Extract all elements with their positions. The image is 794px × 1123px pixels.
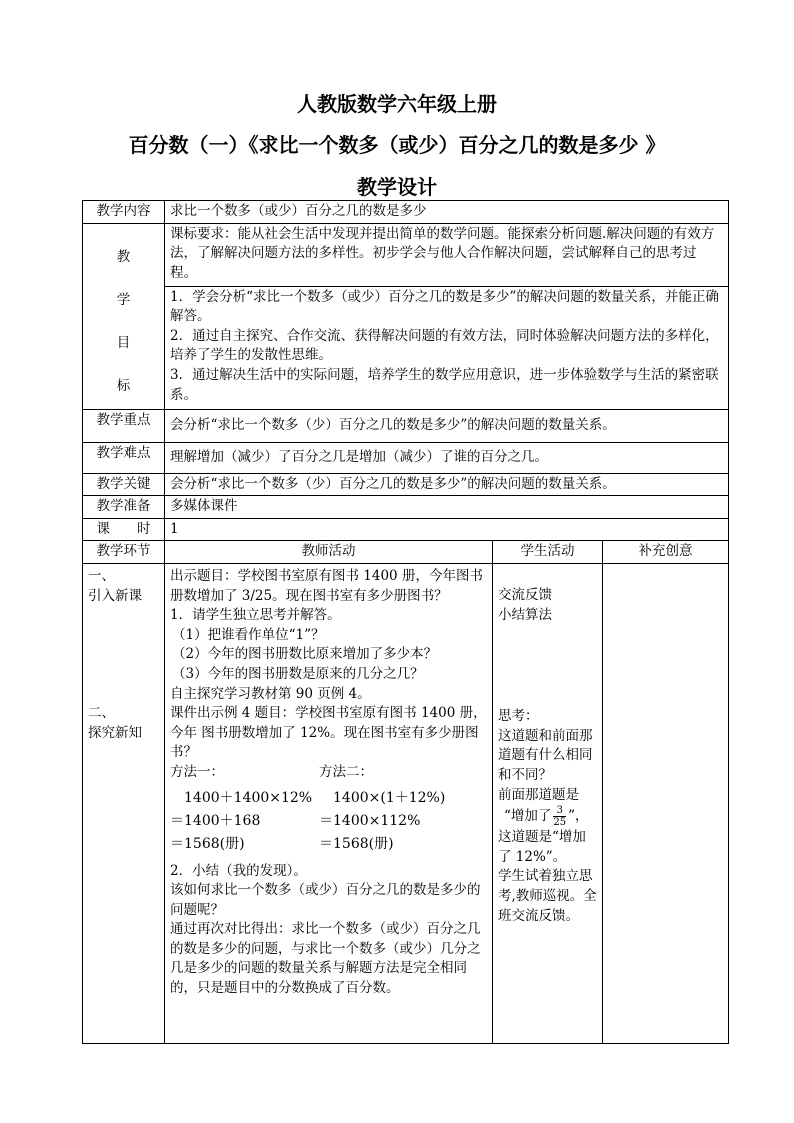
goals-label-char: 目 <box>116 334 131 351</box>
goals-label-char: 教 <box>116 248 131 265</box>
content-label: 教学内容 <box>83 201 165 224</box>
header-extra: 补充创意 <box>603 541 729 564</box>
periods-value: 1 <box>165 518 729 541</box>
difficulty-label: 教学难点 <box>83 442 165 473</box>
lesson-plan-table <box>82 200 729 1044</box>
intro-problem: 出示题目：学校图书室原有图书 1400 册，今年图书册数增加了 3/25。现在图书室有多少册图书？ <box>170 567 483 604</box>
stage1-number: 一、 <box>88 567 115 584</box>
goals-label-char: 学 <box>116 291 131 308</box>
prep-value: 多媒体课件 <box>165 496 729 519</box>
teacher-activity <box>165 563 493 1043</box>
question-1: （1）把谁看作单位“1”？ <box>172 626 325 643</box>
goal-item: 3．通过解决生活中的实际问题，培养学生的数学应用意识，进一步体验数学与生活的紧密联系。 <box>170 366 719 403</box>
calc-step: ＝1568(册) <box>170 835 245 852</box>
student-summary: 小结算法 <box>498 606 552 623</box>
fraction <box>553 805 566 828</box>
added-post-text: ”， <box>568 808 589 825</box>
think-question: 这道题和前面那道题有什么相同和不同？ <box>498 727 593 783</box>
method-2-steps <box>319 787 464 856</box>
stage1-name: 引入新课 <box>88 587 142 604</box>
extra-column <box>603 563 729 1043</box>
title-line-2: 百分数（一）《求比一个数多（或少）百分之几的数是多少 》 <box>128 133 666 157</box>
goals-list <box>165 286 729 409</box>
example-problem: 课件出示例 4 题目：学校图书室原有图书 1400 册，今年 图书册数增加了 12%。现在图书室有多少册图书？ <box>170 705 487 761</box>
calc-step: ＝1400×112% <box>319 812 421 829</box>
fraction-denominator: 25 <box>553 817 567 829</box>
task-text: 1．请学生独立思考并解答。 <box>170 607 341 624</box>
calc-step: 1400×(1＋12%) <box>333 789 446 806</box>
calc-step: 1400＋1400×12% <box>184 789 313 806</box>
self-study: 自主探究学习教材第 90 页例 4。 <box>170 685 371 702</box>
summary-label: 2．小结（我的发现）。 <box>170 862 307 879</box>
crux-value: 会分析“求比一个数多（少）百分之几的数是多少”的解决问题的数量关系。 <box>165 473 729 496</box>
this-problem: 这道题是“增加了 12%”。 <box>498 829 586 865</box>
added-pre-text: “增加了 <box>504 808 552 825</box>
student-activity <box>493 563 603 1043</box>
think-label: 思考： <box>498 708 539 725</box>
calculations <box>170 787 487 856</box>
content-value: 求比一个数多（或少）百分之几的数是多少 <box>165 201 729 224</box>
periods-label: 课 时 <box>83 518 165 541</box>
goals-label <box>83 223 165 409</box>
calc-step: ＝1400＋168 <box>170 812 261 829</box>
conclusion: 通过再次对比得出：求比一个数多（或少）百分之几的数是多少的问题，与求比一个数多（或少）几分之几是多少的问题的数量关系与解题方法是完全相同的，只是题目中的分数换成了百分数。 <box>170 921 481 997</box>
fraction-numerator: 3 <box>553 805 566 817</box>
header-student: 学生活动 <box>493 541 603 564</box>
added-fraction-line <box>498 805 597 828</box>
question-3: （3）今年的图书册数是原来的几分之几？ <box>172 665 424 682</box>
goal-item: 1．学会分析“求比一个数多（或少）百分之几的数是多少”的解决问题的数量关系，并能正确解答。 <box>170 288 719 325</box>
prep-label: 教学准备 <box>83 496 165 519</box>
crux-label: 教学关键 <box>83 473 165 496</box>
title-line-3: 教学设计 <box>357 175 437 199</box>
key-point-label: 教学重点 <box>83 409 165 442</box>
summary-question: 该如何求比一个数多（或少）百分之几的数是多少的问题呢？ <box>170 882 481 918</box>
previous-problem: 前面那道题是 <box>498 786 579 803</box>
curriculum-requirement: 课标要求：能从社会生活中发现并提出简单的数学问题。能探索分析问题.解决问题的有效方法，了解解决问题方法的多样性。初步学会与他人合作解决问题，尝试解释自己的思考过程。 <box>165 223 729 286</box>
key-point-value: 会分析“求比一个数多（少）百分之几的数是多少”的解决问题的数量关系。 <box>165 409 729 442</box>
student-feedback: 交流反馈 <box>498 586 552 603</box>
stage-column <box>83 563 165 1043</box>
stage2-name: 探究新知 <box>88 724 142 741</box>
header-stage: 教学环节 <box>83 541 165 564</box>
method-2-label: 方法二： <box>319 763 373 780</box>
method-1-steps <box>170 787 315 856</box>
goals-label-char: 标 <box>116 377 131 394</box>
method-labels <box>170 763 487 783</box>
title-line-1: 人教版数学六年级上册 <box>297 92 497 116</box>
question-2: （2）今年的图书册数比原来增加了多少本？ <box>172 646 438 663</box>
student-independent-thinking: 学生试着独立思考,教师巡视。全班交流反馈。 <box>498 868 597 924</box>
goal-item: 2．通过自主探究、合作交流、获得解决问题的有效方法，同时体验解决问题方法的多样化，培养了学生的发散性思维。 <box>170 327 719 364</box>
difficulty-value: 理解增加（减少）了百分之几是增加（减少）了谁的百分之几。 <box>165 442 729 473</box>
method-1-label: 方法一： <box>170 763 224 780</box>
stage2-number: 二、 <box>88 705 115 722</box>
header-teacher: 教师活动 <box>165 541 493 564</box>
calc-step: ＝1568(册) <box>319 835 394 852</box>
